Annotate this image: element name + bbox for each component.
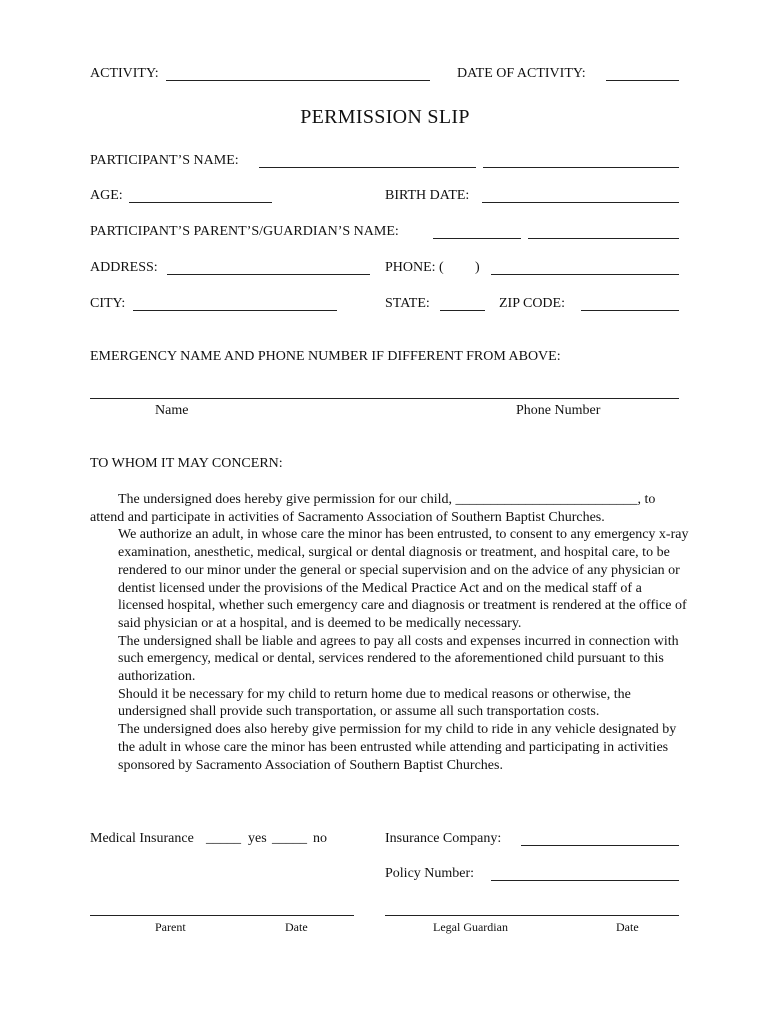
state-label: STATE: bbox=[385, 296, 430, 311]
paragraph-transportation: Should it be necessary for my child to return home due to medical reasons or otherwise, the undersigned shall provide such transportation, or assume all such transportation costs. bbox=[118, 686, 631, 720]
policy-number-label: Policy Number: bbox=[385, 866, 475, 881]
permission-sentence: The undersigned does hereby give permission for our child, bbox=[118, 492, 452, 507]
insurance-company-field[interactable] bbox=[521, 845, 679, 846]
guardian-caption: Legal Guardian bbox=[433, 920, 508, 934]
paragraph-vehicle-permission: The undersigned does also hereby give permission for my child to ride in any vehicle designated by the adult in whose care the minor has been entrusted while attending and participating in activities sponsored by Sacramento Association of Southern Baptist Churches. bbox=[118, 722, 677, 773]
parent-date-caption: Date bbox=[285, 920, 308, 934]
guardian-signature-line[interactable] bbox=[385, 915, 679, 916]
participant-last-name-field[interactable] bbox=[483, 167, 679, 168]
guardian-date-caption: Date bbox=[616, 920, 639, 934]
insurance-yes-blank[interactable]: _____ bbox=[206, 831, 241, 846]
zip-field[interactable] bbox=[581, 310, 679, 311]
phone-field[interactable] bbox=[491, 274, 679, 275]
guardian-name-label: PARTICIPANT’S PARENT’S/GUARDIAN’S NAME: bbox=[90, 224, 399, 239]
phone-label: PHONE: ( bbox=[385, 260, 444, 275]
birth-date-label: BIRTH DATE: bbox=[385, 188, 470, 203]
page-title: PERMISSION SLIP bbox=[300, 106, 470, 128]
medical-insurance-label: Medical Insurance bbox=[90, 831, 194, 846]
date-of-activity-label: DATE OF ACTIVITY: bbox=[457, 66, 586, 81]
parent-signature-line[interactable] bbox=[90, 915, 354, 916]
city-field[interactable] bbox=[133, 310, 337, 311]
activity-label: ACTIVITY: bbox=[90, 66, 159, 81]
birth-date-field[interactable] bbox=[482, 202, 679, 203]
insurance-no-label: no bbox=[313, 831, 327, 846]
insurance-yes-label: yes bbox=[248, 831, 267, 846]
emergency-phone-caption: Phone Number bbox=[516, 403, 601, 418]
age-label: AGE: bbox=[90, 188, 123, 203]
policy-number-field[interactable] bbox=[491, 880, 679, 881]
insurance-company-label: Insurance Company: bbox=[385, 831, 502, 846]
paragraph-permission bbox=[90, 491, 690, 526]
child-name-blank[interactable]: __________________________, bbox=[455, 492, 641, 507]
city-label: CITY: bbox=[90, 296, 126, 311]
emergency-name-caption: Name bbox=[155, 403, 189, 418]
activity-field[interactable] bbox=[166, 80, 430, 81]
participant-name-label: PARTICIPANT’S NAME: bbox=[90, 153, 239, 168]
date-of-activity-field[interactable] bbox=[606, 80, 679, 81]
address-field[interactable] bbox=[167, 274, 370, 275]
address-label: ADDRESS: bbox=[90, 260, 158, 275]
guardian-last-name-field[interactable] bbox=[528, 238, 679, 239]
phone-paren: ) bbox=[475, 260, 480, 275]
paragraph-medical-authorization: We authorize an adult, in whose care the minor has been entrusted, to consent to any emergency x-ray examination, anesthetic, medical, surgical or dental diagnosis or treatment, and hospital care, to be rendered to our minor under the general or special supervision and on the advice of any physician or dentist licensed under the provisions of the Medical Practice Act and on the medical staff of a licensed hospital, whether such emergency care and diagnosis or treatment is rendered at the office of said physician or at a hospital, and is deemed to be medically necessary. bbox=[118, 527, 689, 631]
state-field[interactable] bbox=[440, 310, 485, 311]
guardian-first-name-field[interactable] bbox=[433, 238, 521, 239]
parent-caption: Parent bbox=[155, 920, 186, 934]
zip-label: ZIP CODE: bbox=[499, 296, 565, 311]
letter-body bbox=[90, 491, 690, 774]
permission-sentence-rest: to attend and participate in activities of Sacramento Association of Southern Baptist Churches. bbox=[90, 492, 656, 525]
age-field[interactable] bbox=[129, 202, 272, 203]
paragraph-liability: The undersigned shall be liable and agrees to pay all costs and expenses incurred in connection with such emergency, medical or dental, services rendered to the aforementioned child pursuant to this authorization. bbox=[118, 633, 679, 685]
participant-first-name-field[interactable] bbox=[259, 167, 476, 168]
emergency-contact-field[interactable] bbox=[90, 398, 679, 399]
insurance-no-blank[interactable]: _____ bbox=[272, 831, 307, 846]
emergency-heading: EMERGENCY NAME AND PHONE NUMBER IF DIFFERENT FROM ABOVE: bbox=[90, 349, 561, 364]
salutation: TO WHOM IT MAY CONCERN: bbox=[90, 456, 283, 471]
